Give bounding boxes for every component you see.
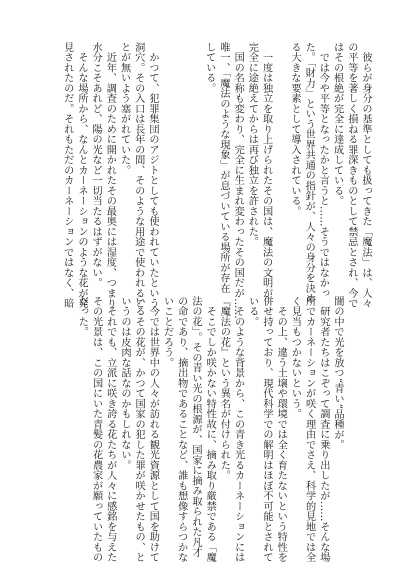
upper-text-column	[187, 42, 201, 254]
lower-text-column: 今では世界中の人々が訪れる観光資源として国を助けて	[147, 296, 159, 563]
lower-text-column: いるその花が、かつて国家の犯した罪が咲かせたもの、と	[133, 296, 145, 563]
upper-text-column: はその根絶が完全に達成している。	[331, 42, 343, 206]
upper-text-column: そんな場所から、なんとカーネーションのような花が発	[75, 42, 87, 309]
lower-text-column: 法の花」。その青い光の根源が、国家に摘み取られた凡才	[189, 296, 201, 558]
lower-text-column: いる。	[246, 296, 258, 327]
text-block-lower	[74, 296, 344, 563]
lower-text-column: いうのは皮肉な話なのかもしれない。	[118, 296, 130, 471]
upper-text-column: 国の名称も変わり、完全に生まれ変わったその国だが……	[232, 42, 244, 319]
lower-text-column: いことだろう。	[161, 296, 173, 368]
lower-text-column: それでも、立派に咲き誇る花たちが人々に感銘を与えた	[104, 296, 116, 563]
upper-text-column: 唯一、「魔法のような現象」が息づいている場所が存在	[217, 42, 229, 294]
upper-text-column: 水分こそあれど、陽の光など一切当たるはずがない。	[90, 42, 102, 288]
upper-text-column: 洞穴。その入口は長年の間、そのような用途で使われるこ	[132, 42, 144, 309]
upper-text-column: 完全に途絶えてからは再び独立を許された。	[246, 42, 258, 247]
lower-text-column: その光景は、この国にいた青髪の花農家が願っていたもの	[90, 296, 102, 563]
upper-text-column: 一度は独立を取り上げられたその国は、魔法の文明が	[260, 42, 272, 299]
upper-text-column: している。	[203, 42, 215, 94]
upper-text-column: る大きな要素として導入されている。	[288, 42, 300, 217]
lower-text-column: 闇の中で光を放つ“青い”品種が。	[332, 296, 343, 451]
lower-text-column: 併せ持っており、現代科学での解明はほぼ不可能とされて	[260, 296, 272, 563]
upper-text-column: とが無いよう塞がれていた。	[118, 42, 130, 176]
upper-text-column: た。「財力」という世界共通の指針が、人々の身分を決め	[303, 42, 315, 304]
lower-text-column: 研究者たちはこぞって調査に乗り出したが……そんな場	[317, 296, 329, 563]
lower-text-column: だった。	[76, 296, 88, 337]
lower-text-column: その上、違う土壌や環境では全く育たないという特性を	[275, 296, 287, 563]
lower-text-column: く見当もつかないという。	[289, 296, 301, 419]
upper-text-column: の平等を著しく損ねる罪深きものとして禁忌とされ、今で	[345, 42, 357, 309]
upper-text-column: かつて、犯罪集団のアジトとしても使われていたという	[146, 42, 158, 309]
upper-text-column: 見されたのだ。それもただのカーネーションではなく、暗	[61, 42, 73, 309]
upper-text-column	[159, 42, 173, 254]
upper-text-column	[173, 42, 187, 254]
upper-text-column	[273, 42, 287, 254]
lower-text-column: の命であり、摘出物であることなど、誰も想像すらつかな	[175, 296, 187, 563]
lower-text-column: そのような背景から、この青き光るカーネーションには	[232, 296, 244, 563]
lower-text-column: そこでしか咲かない特性故に、摘み取り厳禁である「魔	[204, 296, 216, 563]
lower-text-column: 所でカーネーションが咲く理由でさえ、科学的見地では全	[303, 296, 315, 563]
upper-text-column: 近年、調査のために開かれたその最奥には湿度、つまり	[104, 42, 116, 309]
lower-text-column: 『魔法の花』という異名が付けられた。	[218, 296, 230, 481]
upper-text-column: では今や平等となったかと言うと……そうではなかっ	[317, 42, 329, 299]
upper-text-column: 彼らが身分の基準としても扱ってきた「魔法」は、人々	[360, 42, 371, 309]
